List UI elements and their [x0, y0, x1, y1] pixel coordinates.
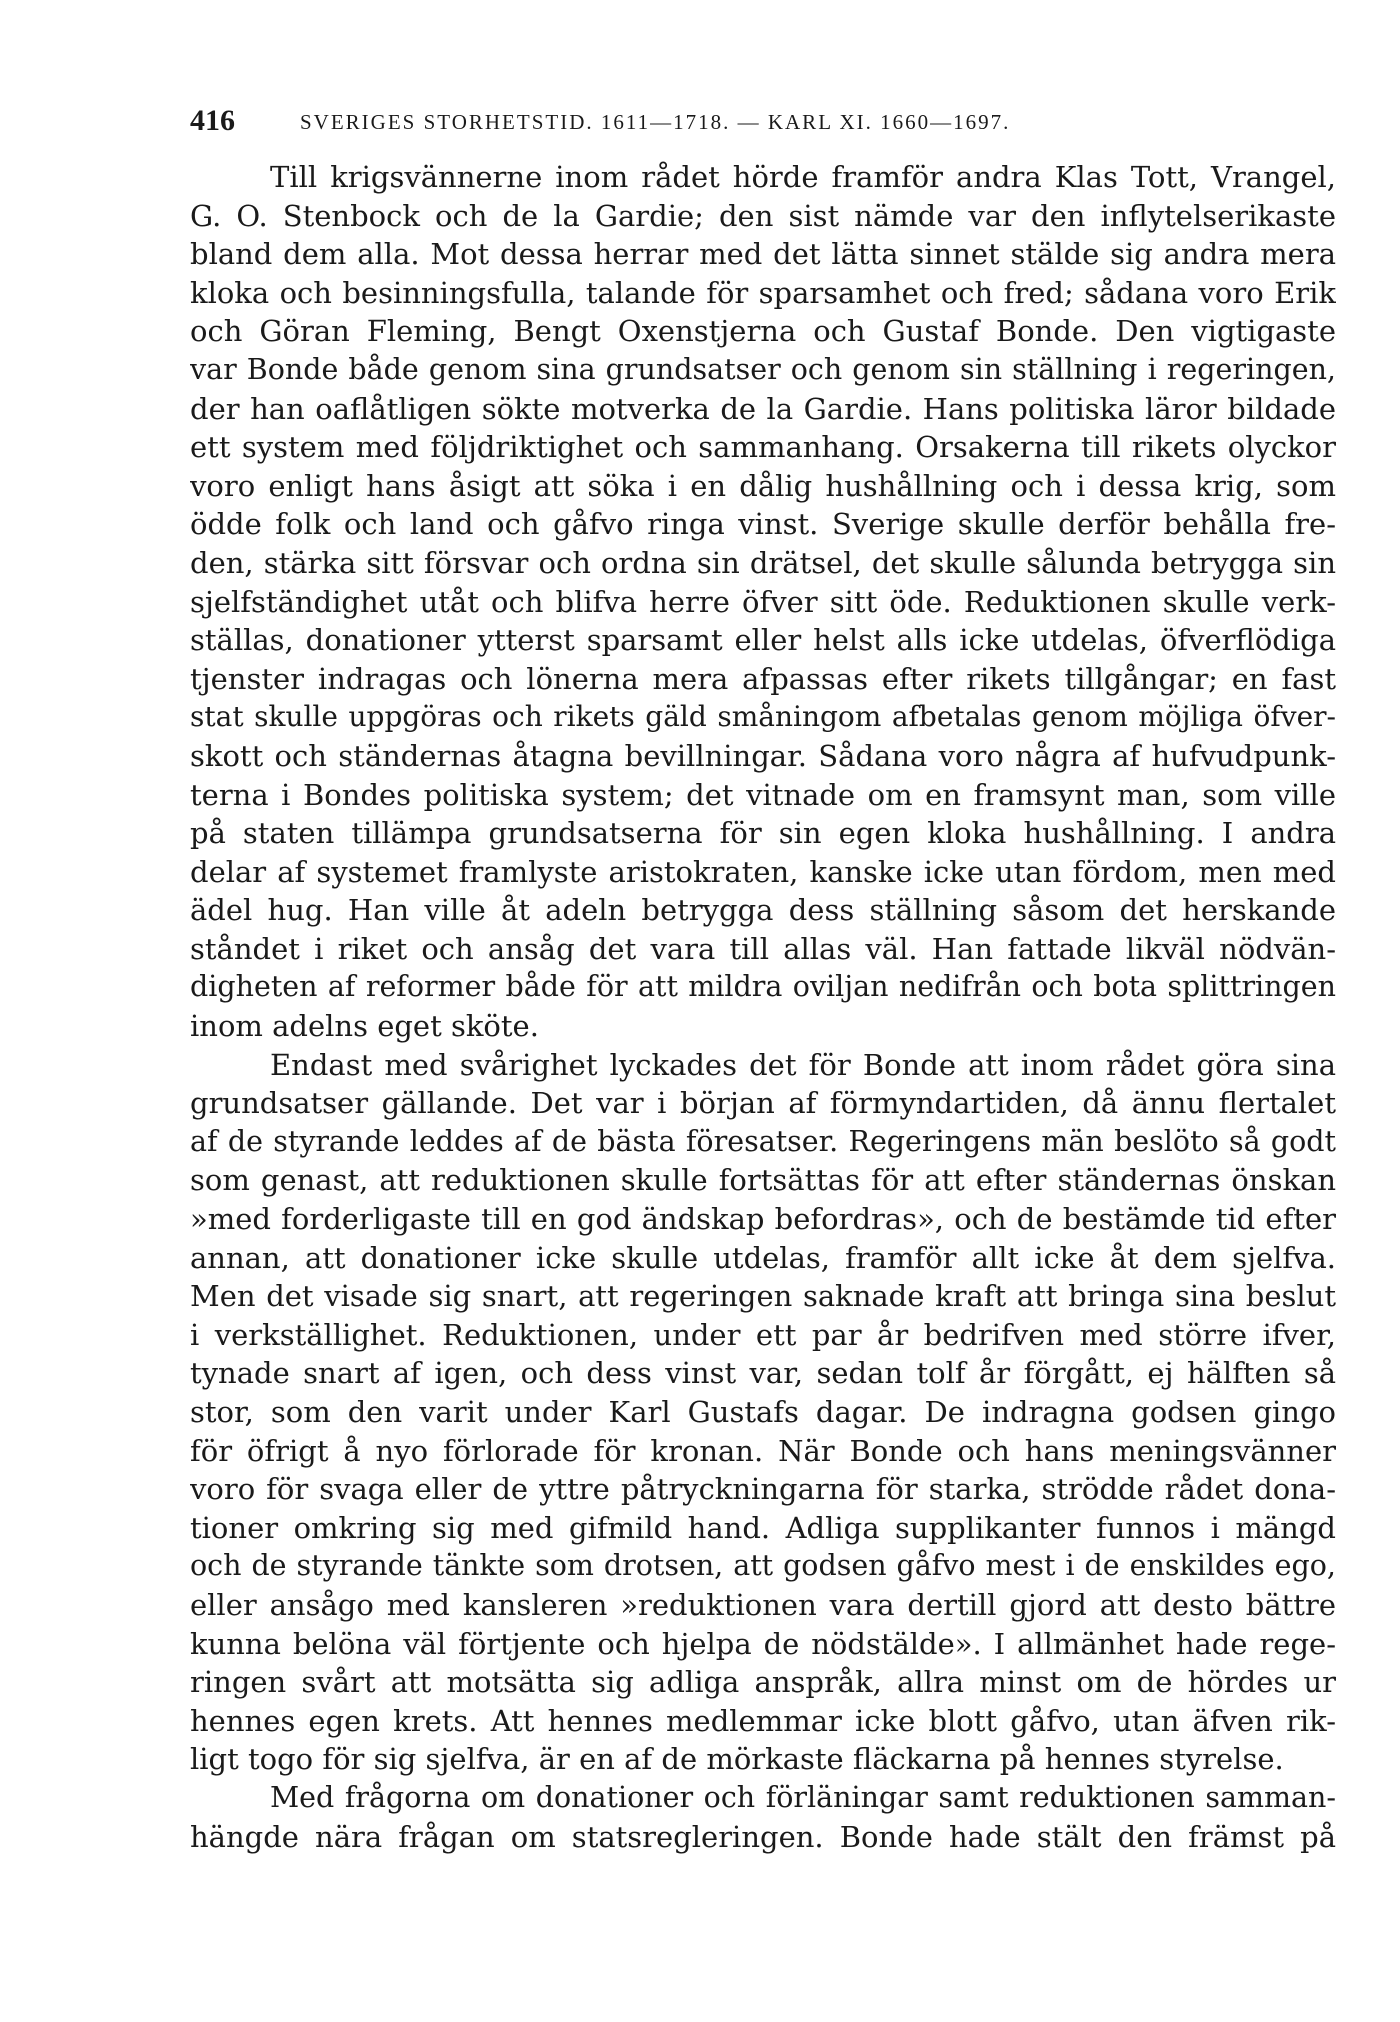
text-line: ett system med följdriktighet och sammanhang. Orsakerna till rikets olyckor: [190, 430, 1336, 465]
text-line: voro för svaga eller de yttre påtryckningarna för starka, strödde rådet dona-: [190, 1472, 1336, 1507]
text-line: Med frågorna om donationer och förläningar samt reduktionen samman-: [270, 1780, 1336, 1814]
text-line: grundsatser gällande. Det var i början af förmyndartiden, då ännu flertalet: [190, 1086, 1336, 1121]
text-line: der han oaflåtligen sökte motverka de la Gardie. Hans politiska läror bildade: [190, 391, 1336, 426]
text-line: inom adelns eget sköte.: [190, 1009, 539, 1044]
text-line: stat skulle uppgöras och rikets gäld småningom afbetalas genom möjliga öfver-: [190, 700, 1336, 734]
text-line: ligt togo för sig sjelfva, är en af de mörkaste fläckarna på hennes styrelse.: [190, 1742, 1284, 1777]
text-line: skott och ständernas åtagna bevillningar. Sådana voro några af hufvudpunk-: [190, 738, 1336, 773]
text-line: och Göran Fleming, Bengt Oxenstjerna och Gustaf Bonde. Den vigtigaste: [190, 314, 1336, 349]
body-text: [190, 158, 1336, 1856]
text-line: bland dem alla. Mot dessa herrar med det lätta sinnet stälde sig andra mera: [190, 237, 1336, 272]
text-line: delar af systemet framlyste aristokraten, kanske icke utan fördom, men med: [190, 854, 1336, 889]
text-line: kunna belöna väl förtjente och hjelpa de nödstälde». I allmänhet hade rege-: [190, 1626, 1336, 1661]
text-line: tynade snart af igen, och dess vinst var, sedan tolf år förgått, ej hälften så: [190, 1356, 1336, 1391]
text-line: för öfrigt å nyo förlorade för kronan. När Bonde och hans meningsvänner: [190, 1433, 1336, 1468]
running-head-title: SVERIGES STORHETSTID. 1611—1718. — KARL XI. 1660—1697.: [300, 110, 1011, 134]
text-line: ödde folk och land och gåfvo ringa vinst. Sverige skulle derför behålla fre-: [190, 507, 1336, 542]
running-head: [190, 104, 1340, 136]
text-line: ädel hug. Han ville åt adeln betrygga dess ställning såsom det herskande: [190, 893, 1336, 928]
text-line: Till krigsvännerne inom rådet hörde framför andra Klas Tott, Vrangel,: [270, 160, 1336, 194]
text-line: G. O. Stenbock och de la Gardie; den sist nämde var den inflytelserikaste: [190, 198, 1336, 233]
text-line: som genast, att reduktionen skulle fortsättas för att efter ständernas önskan: [190, 1163, 1336, 1198]
text-line: tioner omkring sig med gifmild hand. Adliga supplikanter funnos i mängd: [190, 1510, 1336, 1545]
text-line: voro enligt hans åsigt att söka i en dålig hushållning och i dessa krig, som: [190, 468, 1336, 503]
text-line: i verkställighet. Reduktionen, under ett par år bedrifven med större ifver,: [190, 1317, 1336, 1352]
text-line: stor, som den varit under Karl Gustafs dagar. De indragna godsen gingo: [190, 1395, 1336, 1429]
text-line: »med forderligaste till en god ändskap befordras», och de bestämde tid efter: [190, 1202, 1336, 1237]
text-line: Endast med svårighet lyckades det för Bonde att inom rådet göra sina: [270, 1047, 1336, 1082]
text-line: sjelfständighet utåt och blifva herre öfver sitt öde. Reduktionen skulle verk-: [190, 584, 1336, 619]
text-line: på staten tillämpa grundsatserna för sin egen kloka hushållning. I andra: [190, 816, 1336, 851]
text-line: Men det visade sig snart, att regeringen saknade kraft att bringa sina beslut: [190, 1279, 1336, 1314]
text-line: tjenster indragas och lönerna mera afpassas efter rikets tillgångar; en fast: [190, 661, 1336, 696]
text-line: eller ansågo med kansleren »reduktionen vara dertill gjord att desto bättre: [190, 1587, 1336, 1622]
text-line: terna i Bondes politiska system; det vitnade om en framsynt man, som ville: [190, 777, 1336, 812]
text-line: ringen svårt att motsätta sig adliga anspråk, allra minst om de hördes ur: [190, 1665, 1336, 1700]
text-line: den, stärka sitt försvar och ordna sin drätsel, det skulle sålunda betrygga sin: [190, 545, 1336, 580]
text-line: ställas, donationer ytterst sparsamt eller helst alls icke utdelas, öfverflödiga: [190, 623, 1336, 658]
page-number: 416: [190, 104, 235, 137]
text-line: var Bonde både genom sina grundsatser och genom sin ställning i regeringen,: [190, 352, 1336, 386]
text-line: digheten af reformer både för att mildra oviljan nedifrån och bota splittringen: [190, 970, 1336, 1004]
text-line: hängde nära frågan om statsregleringen. Bonde hade stält den främst på: [190, 1819, 1336, 1854]
text-line: ståndet i riket och ansåg det vara till allas väl. Han fattade likväl nödvän-: [190, 931, 1336, 966]
text-line: hennes egen krets. Att hennes medlemmar icke blott gåfvo, utan äfven rik-: [190, 1703, 1336, 1738]
text-line: annan, att donationer icke skulle utdelas, framför allt icke åt dem sjelfva.: [190, 1240, 1336, 1275]
text-line: kloka och besinningsfulla, talande för sparsamhet och fred; sådana voro Erik: [190, 275, 1336, 310]
text-line: af de styrande leddes af de bästa föresatser. Regeringens män beslöto så godt: [190, 1124, 1336, 1158]
text-line: och de styrande tänkte som drotsen, att godsen gåfvo mest i de enskildes ego,: [190, 1549, 1336, 1583]
